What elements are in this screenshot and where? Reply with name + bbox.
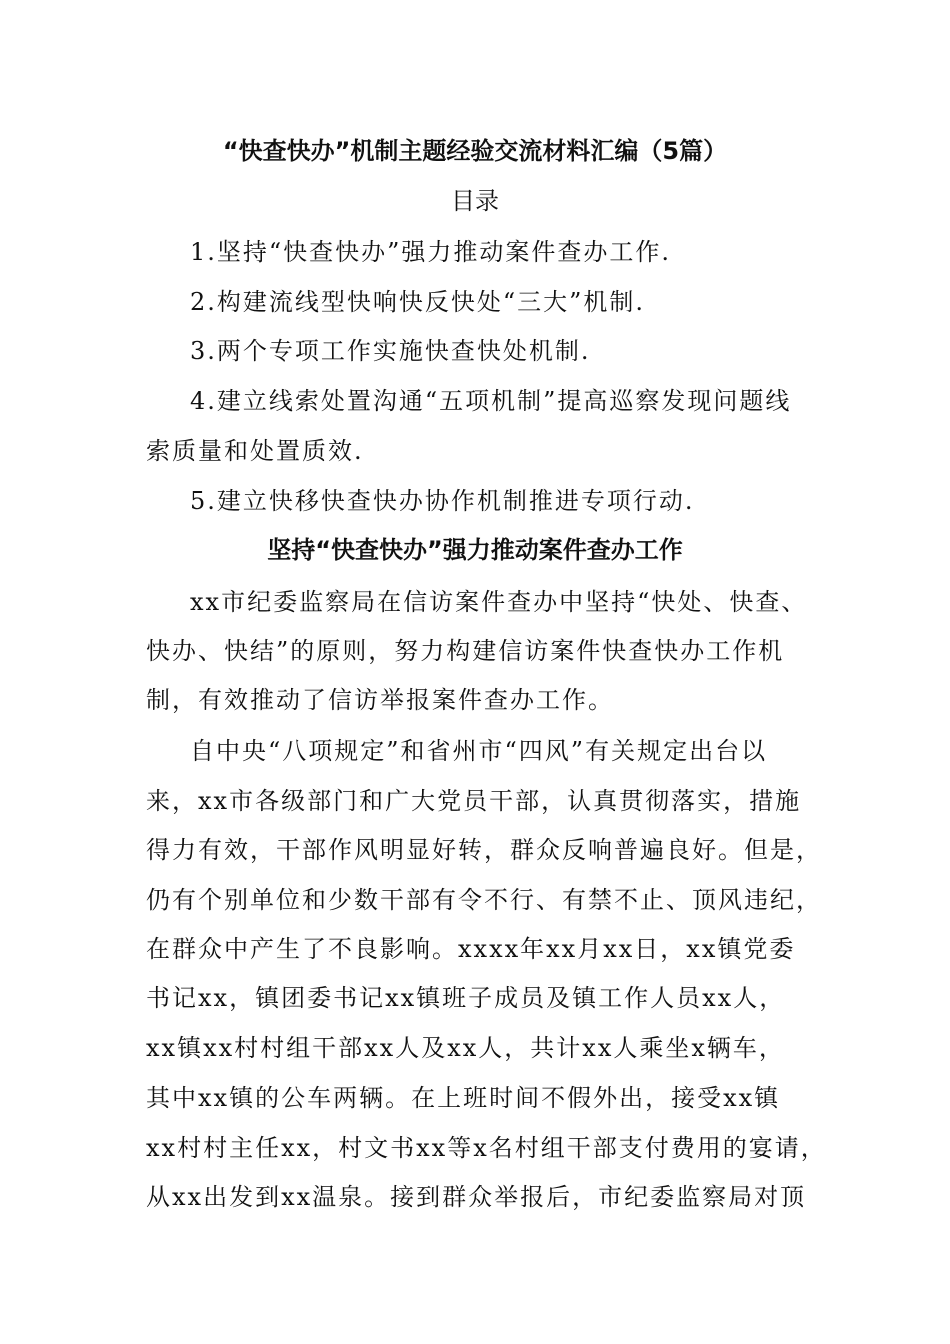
paragraph-line: 制，有效推动了信访举报案件查办工作。 [146,686,614,714]
paragraph-line: 其中xx镇的公车两辆。在上班时间不假外出，接受xx镇 [146,1084,781,1112]
paragraph-line: 快办、快结”的原则，努力构建信访案件快查快办工作机 [146,637,785,665]
paragraph-line: 从xx出发到xx温泉。接到群众举报后，市纪委监察局对顶 [146,1183,807,1211]
paragraph-line: 来，xx市各级部门和广大党员干部，认真贯彻落实，措施 [146,787,802,815]
paragraph-line: xx镇xx村村组干部xx人及xx人，共计xx人乘坐x辆车， [146,1034,785,1062]
toc-item-4-continued: 索质量和处置质效. [146,437,364,465]
toc-item-3: 3.两个专项工作实施快查快处机制. [190,337,591,365]
paragraph-line: 得力有效，干部作风明显好转，群众反响普遍良好。但是， [146,836,822,864]
paragraph-line: 自中央“八项规定”和省州市“四风”有关规定出台以 [190,737,768,765]
toc-item-5: 5.建立快移快查快办协作机制推进专项行动. [190,487,695,515]
toc-item-1: 1.坚持“快查快办”强力推动案件查办工作. [190,238,672,266]
paragraph-line: 在群众中产生了不良影响。xxxx年xx月xx日，xx镇党委 [146,935,796,963]
toc-item-4: 4.建立线索处置沟通“五项机制”提高巡察发现问题线 [190,387,792,415]
paragraph-line: 仍有个别单位和少数干部有令不行、有禁不止、顶风违纪， [146,886,822,914]
toc-item-2: 2.构建流线型快响快反快处“三大”机制. [190,288,646,316]
paragraph-line: 书记xx，镇团委书记xx镇班子成员及镇工作人员xx人， [146,984,786,1012]
document-title: “快查快办”机制主题经验交流材料汇编（5篇） [222,137,728,165]
toc-heading: 目录 [451,187,499,215]
paragraph-line: xx市纪委监察局在信访案件查办中坚持“快处、快查、 [190,588,808,616]
article-title: 坚持“快查快办”强力推动案件查办工作 [267,536,683,564]
paragraph-line: xx村村主任xx，村文书xx等x名村组干部支付费用的宴请， [146,1134,827,1162]
